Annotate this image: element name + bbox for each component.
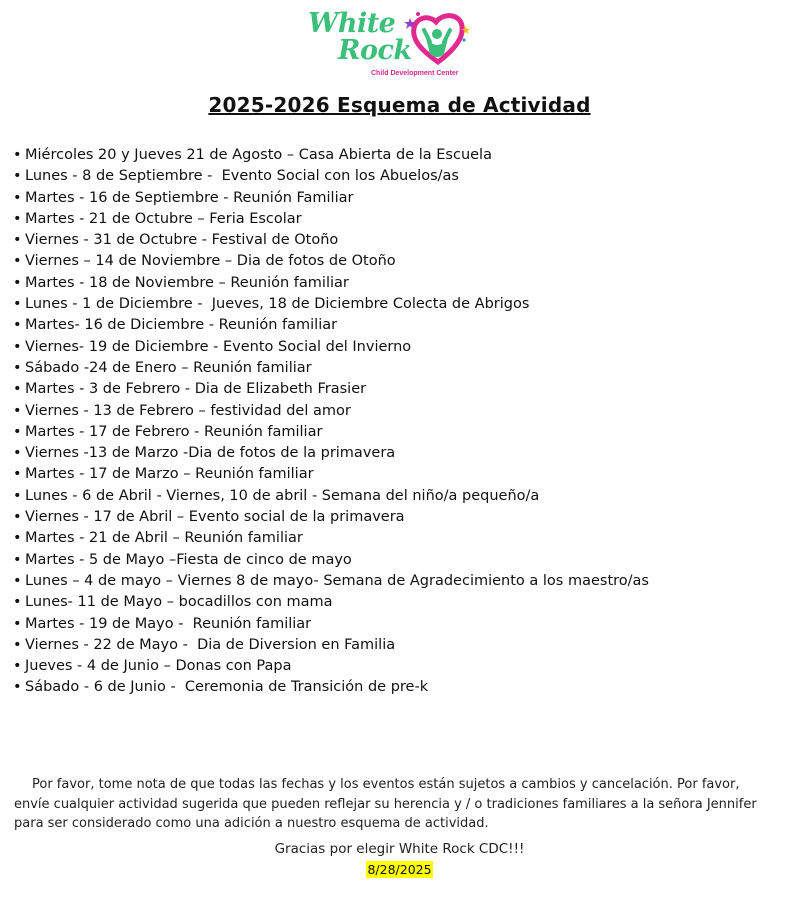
bullet: •	[13, 359, 22, 376]
thanks-message: Gracias por elegir White Rock CDC!!!	[274, 841, 525, 857]
list-item	[13, 656, 783, 677]
activity-text: Viernes - 17 de Abril – Evento social de la primavera	[25, 509, 405, 526]
bullet: •	[13, 466, 22, 483]
activity-text: Lunes - 6 de Abril - Viernes, 10 de abril - Semana del niño/a pequeño/a	[25, 487, 540, 504]
bullet: •	[13, 658, 22, 675]
activity-text: Jueves - 4 de Junio – Donas con Papa	[25, 658, 292, 675]
list-item	[13, 379, 783, 400]
activity-text: Miércoles 20 y Jueves 21 de Agosto – Casa Abierta de la Escuela	[25, 147, 492, 163]
activity-text: Martes - 21 de Octubre – Feria Escolar	[25, 210, 302, 227]
bullet: •	[13, 636, 22, 653]
list-item	[13, 315, 783, 336]
list-item	[13, 230, 783, 251]
list-item	[13, 486, 783, 507]
bullet: •	[13, 189, 22, 206]
list-item	[13, 614, 783, 635]
activity-text: Lunes - 8 de Septiembre - Evento Social con los Abuelos/as	[25, 168, 459, 185]
bullet: •	[13, 147, 22, 163]
list-item	[13, 401, 783, 422]
date-container	[0, 859, 799, 878]
list-item	[13, 592, 783, 613]
bullet: •	[13, 232, 22, 249]
list-item	[13, 635, 783, 656]
bullet: •	[13, 253, 22, 270]
bullet: •	[13, 509, 22, 526]
document-date: 8/28/2025	[367, 862, 432, 877]
activity-text: Viernes- 19 de Diciembre - Evento Social del Invierno	[25, 338, 412, 355]
activity-text: Martes - 5 de Mayo –Fiesta de cinco de mayo	[25, 551, 352, 568]
heart-child-icon	[404, 8, 472, 70]
notice-text: Por favor, tome nota de que todas las fechas y los eventos están sujetos a cambios y cancelación. Por favor, envíe cualquier actividad sugerida que pueden reflejar su herencia y / o tradiciones familiares a la señora Jennifer para ser considerado como una adición a nuestro esquema de actividad.	[14, 777, 757, 831]
list-item	[13, 273, 783, 294]
list-item	[13, 464, 783, 485]
bullet: •	[13, 317, 22, 334]
list-item	[13, 358, 783, 379]
activity-text: Martes- 16 de Diciembre - Reunión familiar	[25, 317, 338, 334]
bullet: •	[13, 572, 22, 589]
bullet: •	[13, 381, 22, 398]
activity-text: Martes - 17 de Marzo – Reunión familiar	[25, 466, 314, 483]
list-item	[13, 188, 783, 209]
activity-text: Viernes – 14 de Noviembre – Dia de fotos de Otoño	[25, 253, 396, 270]
bullet: •	[13, 530, 22, 547]
logo-text-white: White	[308, 8, 396, 39]
bullet: •	[13, 594, 22, 611]
list-item	[13, 422, 783, 443]
bullet: •	[13, 445, 22, 462]
activity-text: Viernes - 31 de Octubre - Festival de Otoño	[25, 232, 339, 249]
bullet: •	[13, 615, 22, 632]
list-item	[13, 571, 783, 592]
list-item	[13, 507, 783, 528]
activity-text: Martes - 3 de Febrero - Dia de Elizabeth Frasier	[25, 381, 367, 398]
activity-text: Viernes -13 de Marzo -Dia de fotos de la primavera	[25, 445, 396, 462]
list-item	[13, 337, 783, 358]
activity-text: Sábado -24 de Enero – Reunión familiar	[25, 359, 312, 376]
list-item	[13, 145, 783, 166]
bullet: •	[13, 274, 22, 291]
activity-text: Martes - 18 de Noviembre – Reunión familiar	[25, 274, 349, 291]
page-title: 2025-2026 Esquema de Actividad	[208, 93, 591, 117]
activity-text: Lunes – 4 de mayo – Viernes 8 de mayo- Semana de Agradecimiento a los maestro/as	[25, 572, 649, 589]
activity-text: Martes - 17 de Febrero - Reunión familiar	[25, 423, 323, 440]
activity-text: Viernes - 13 de Febrero – festividad del amor	[25, 402, 351, 419]
list-item	[13, 166, 783, 187]
bullet: •	[13, 423, 22, 440]
activity-text: Martes - 21 de Abril – Reunión familiar	[25, 530, 303, 547]
bullet: •	[13, 679, 22, 696]
logo-text-rock: Rock	[338, 35, 412, 66]
list-item	[13, 677, 783, 698]
list-item	[13, 550, 783, 571]
bullet: •	[13, 338, 22, 355]
bullet: •	[13, 210, 22, 227]
activity-text: Lunes- 11 de Mayo – bocadillos con mama	[25, 594, 333, 611]
notice-paragraph	[14, 775, 774, 834]
bullet: •	[13, 296, 22, 313]
activity-text: Martes - 16 de Septiembre - Reunión Familiar	[25, 189, 354, 206]
activity-text: Viernes - 22 de Mayo - Dia de Diversion en Familia	[25, 636, 396, 653]
bullet: •	[13, 402, 22, 419]
activity-text: Lunes - 1 de Diciembre - Jueves, 18 de Diciembre Colecta de Abrigos	[25, 296, 530, 313]
activity-text: Martes - 19 de Mayo - Reunión familiar	[25, 615, 312, 632]
bullet: •	[13, 487, 22, 504]
list-item	[13, 528, 783, 549]
bullet: •	[13, 168, 22, 185]
list-item	[13, 294, 783, 315]
bullet: •	[13, 551, 22, 568]
logo-subtitle: Child Development Center	[371, 70, 459, 77]
activity-text: Sábado - 6 de Junio - Ceremonia de Transición de pre-k	[25, 679, 429, 696]
activity-list	[13, 145, 783, 699]
list-item	[13, 251, 783, 272]
logo	[308, 8, 472, 82]
list-item	[13, 443, 783, 464]
list-item	[13, 209, 783, 230]
